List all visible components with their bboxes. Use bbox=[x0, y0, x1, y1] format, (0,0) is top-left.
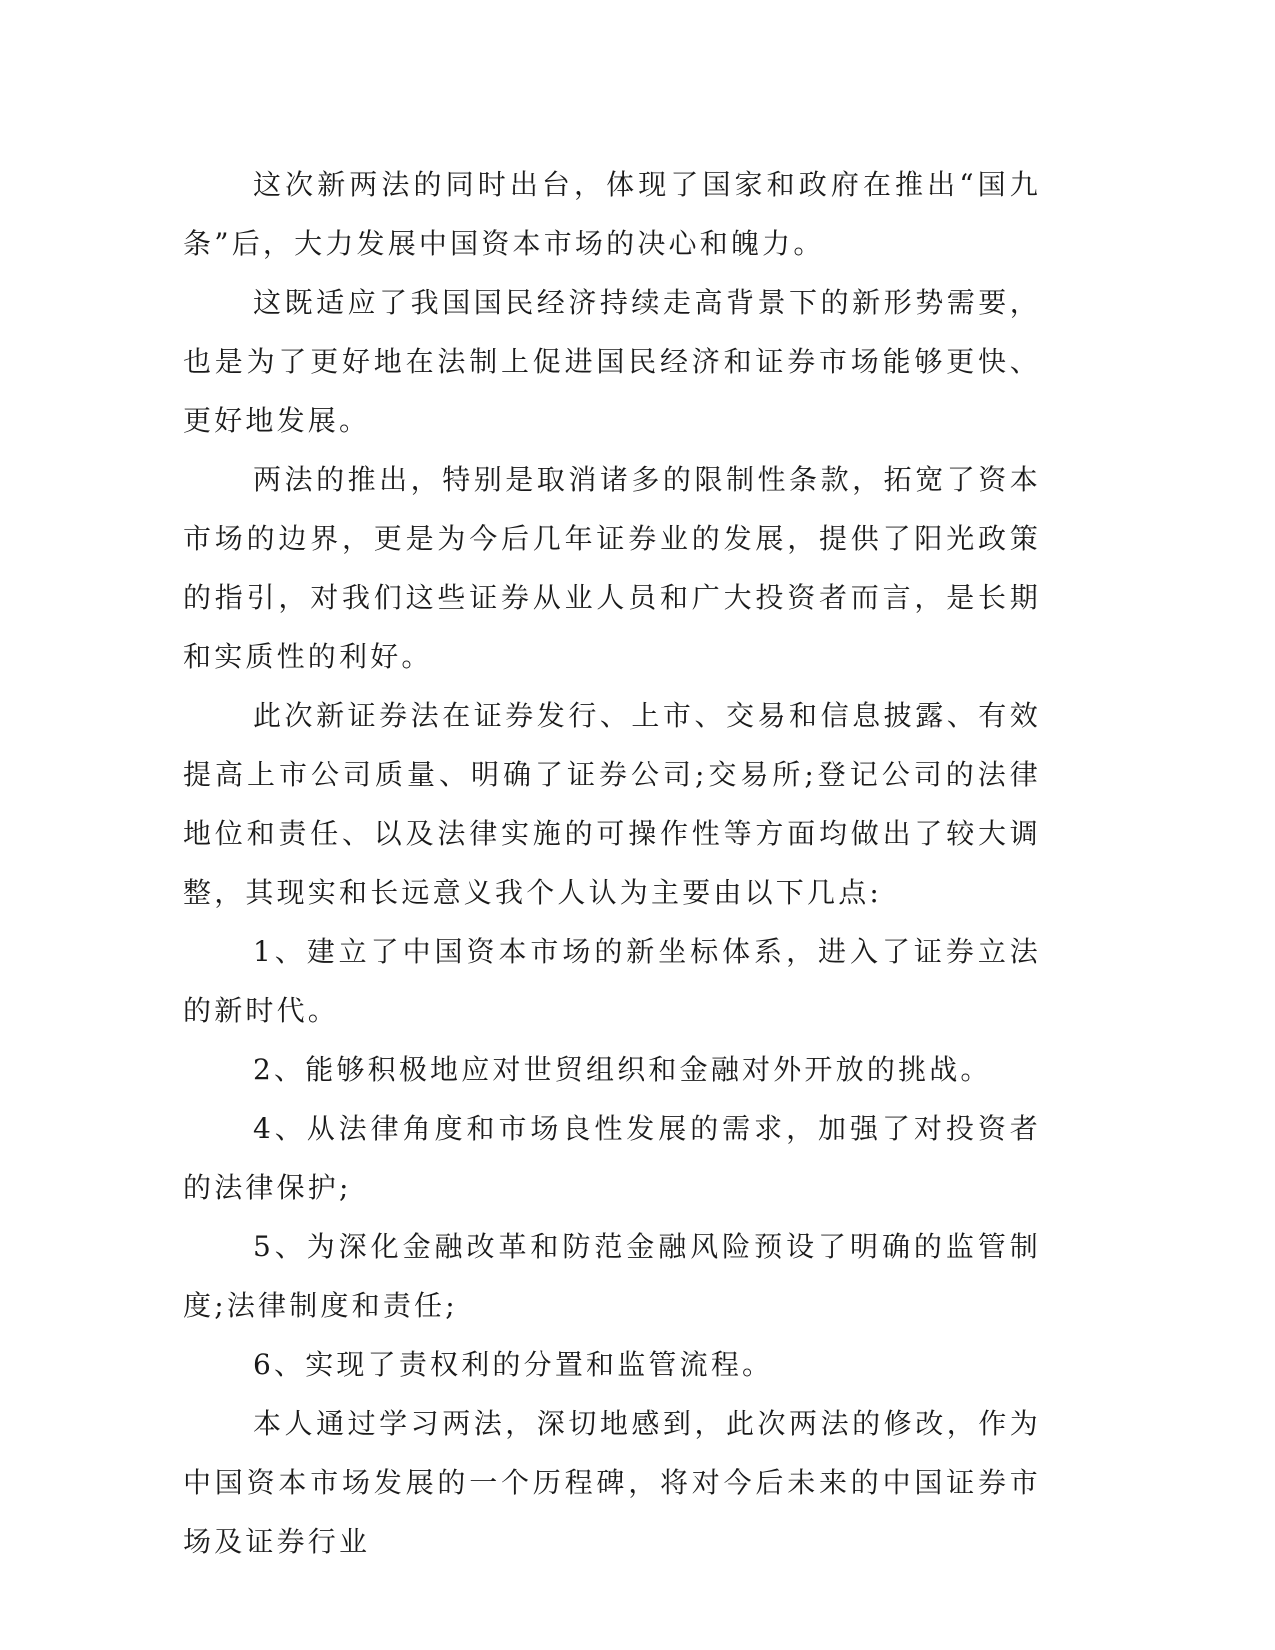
list-item-1: 1、建立了中国资本市场的新坐标体系，进入了证券立法的新时代。 bbox=[183, 935, 1041, 1027]
paragraph-4: 此次新证券法在证券发行、上市、交易和信息披露、有效提高上市公司质量、明确了证券公司;交易所;登记公司的法律地位和责任、以及法律实施的可操作性等方面均做出了较大调整，其现实和长远意义我个人认为主要由以下几点: bbox=[183, 699, 1041, 909]
list-item-4: 4、从法律角度和市场良性发展的需求，加强了对投资者的法律保护; bbox=[183, 1112, 1041, 1204]
paragraph-3: 两法的推出，特别是取消诸多的限制性条款，拓宽了资本市场的边界，更是为今后几年证券业的发展，提供了阳光政策的指引，对我们这些证券从业人员和广大投资者而言，是长期和实质性的利好。 bbox=[183, 463, 1041, 673]
document-body bbox=[183, 155, 1041, 1571]
paragraph-1: 这次新两法的同时出台，体现了国家和政府在推出“国九条”后，大力发展中国资本市场的决心和魄力。 bbox=[183, 168, 1041, 260]
list-item-6: 6、实现了责权利的分置和监管流程。 bbox=[253, 1348, 774, 1381]
list-item-5: 5、为深化金融改革和防范金融风险预设了明确的监管制度;法律制度和责任; bbox=[183, 1230, 1041, 1322]
list-item-2: 2、能够积极地应对世贸组织和金融对外开放的挑战。 bbox=[253, 1053, 992, 1086]
paragraph-2: 这既适应了我国国民经济持续走高背景下的新形势需要，也是为了更好地在法制上促进国民经济和证券市场能够更快、更好地发展。 bbox=[183, 286, 1041, 437]
paragraph-conclusion: 本人通过学习两法，深切地感到，此次两法的修改，作为中国资本市场发展的一个历程碑，将对今后未来的中国证券市场及证券行业 bbox=[183, 1407, 1041, 1558]
